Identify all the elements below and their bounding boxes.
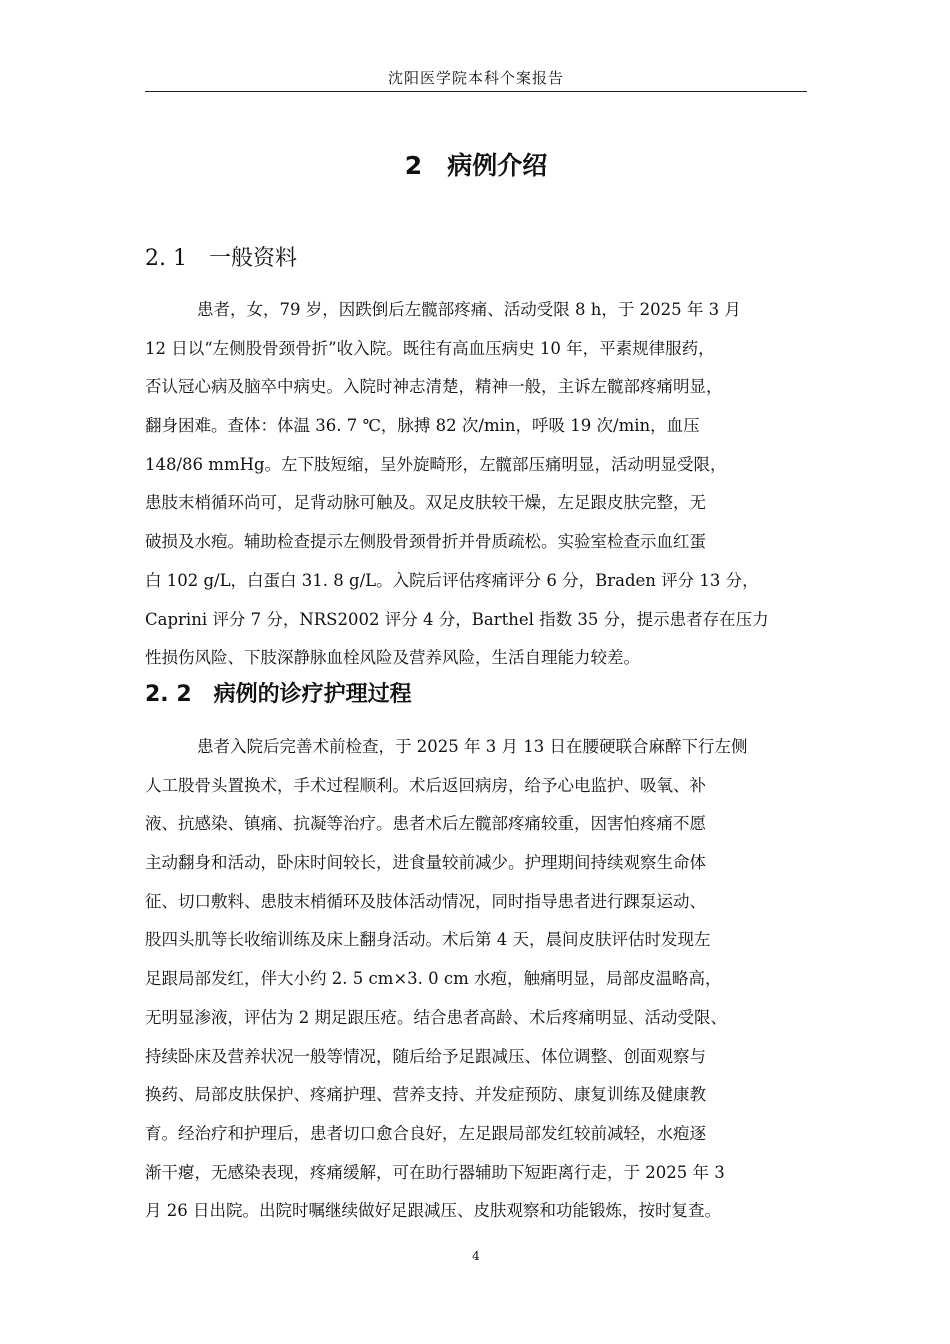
- paragraph-line: 翻身困难。查体：体温 36. 7 ℃，脉搏 82 次/min，呼吸 19 次/min，血压: [145, 416, 700, 436]
- general-info-paragraph: [145, 291, 807, 678]
- paragraph-line: 育。经治疗和护理后，患者切口愈合良好，左足跟局部发红较前减轻，水疱逐: [145, 1123, 706, 1143]
- paragraph-line: 月 26 日出院。出院时嘱继续做好足跟减压、皮肤观察和功能锻炼，按时复查。: [145, 1201, 721, 1221]
- paragraph-line: 患者，女，79 岁，因跌倒后左髋部疼痛、活动受限 8 h，于 2025 年 3 月: [197, 300, 741, 319]
- paragraph-line: 无明显渗液，评估为 2 期足跟压疮。结合患者高龄、术后疼痛明显、活动受限、: [145, 1007, 727, 1027]
- paragraph-line: 征、切口敷料、患肢末梢循环及肢体活动情况，同时指导患者进行踝泵运动、: [145, 891, 706, 911]
- section-heading-general-info: 2. 1 一般资料: [145, 246, 297, 271]
- paragraph-line: 患者入院后完善术前检查，于 2025 年 3 月 13 日在腰硬联合麻醉下行左侧: [197, 737, 748, 756]
- paragraph-line: 人工股骨头置换术，手术过程顺利。术后返回病房，给予心电监护、吸氧、补: [145, 775, 706, 795]
- page-number: 4: [472, 1249, 480, 1263]
- paragraph-line: 白 102 g/L，白蛋白 31. 8 g/L。入院后评估疼痛评分 6 分，Braden 评分 13 分，: [145, 570, 759, 590]
- paragraph-line: 12 日以“左侧股骨颈骨折”收入院。既往有高血压病史 10 年，平素规律服药，: [145, 338, 715, 358]
- section-heading-treatment-process: 2. 2 病例的诊疗护理过程: [145, 682, 412, 707]
- running-header: 沈阳医学院本科个案报告: [387, 69, 564, 87]
- treatment-process-paragraph: [145, 728, 807, 1231]
- paragraph-line: 破损及水疱。辅助检查提示左侧股骨颈骨折并骨质疏松。实验室检查示血红蛋: [145, 532, 706, 552]
- paragraph-line: 持续卧床及营养状况一般等情况，随后给予足跟减压、体位调整、创面观察与: [145, 1046, 706, 1066]
- paragraph-line: 否认冠心病及脑卒中病史。入院时神志清楚，精神一般，主诉左髋部疼痛明显，: [145, 377, 723, 397]
- paragraph-line: 主动翻身和活动，卧床时间较长，进食量较前减少。护理期间持续观察生命体: [145, 853, 706, 873]
- paragraph-line: 足跟局部发红，伴大小约 2. 5 cm×3. 0 cm 水疱，触痛明显，局部皮温略高，: [145, 969, 722, 989]
- paragraph-line: Caprini 评分 7 分，NRS2002 评分 4 分，Barthel 指数 35 分，提示患者存在压力: [145, 609, 769, 629]
- paragraph-line: 换药、局部皮肤保护、疼痛护理、营养支持、并发症预防、康复训练及健康教: [145, 1085, 706, 1105]
- paragraph-line: 液、抗感染、镇痛、抗凝等治疗。患者术后左髋部疼痛较重，因害怕疼痛不愿: [145, 814, 706, 834]
- paragraph-line: 148/86 mmHg。左下肢短缩，呈外旋畸形，左髋部压痛明显，活动明显受限，: [145, 454, 727, 474]
- paragraph-line: 渐干瘪，无感染表现，疼痛缓解，可在助行器辅助下短距离行走，于 2025 年 3: [145, 1162, 725, 1182]
- chapter-title: 2 病例介绍: [404, 151, 548, 180]
- header-rule: [145, 91, 807, 92]
- paragraph-line: 股四头肌等长收缩训练及床上翻身活动。术后第 4 天，晨间皮肤评估时发现左: [145, 930, 711, 950]
- paragraph-line: 患肢末梢循环尚可，足背动脉可触及。双足皮肤较干燥，左足跟皮肤完整，无: [145, 493, 706, 513]
- paragraph-line: 性损伤风险、下肢深静脉血栓风险及营养风险，生活自理能力较差。: [145, 648, 640, 668]
